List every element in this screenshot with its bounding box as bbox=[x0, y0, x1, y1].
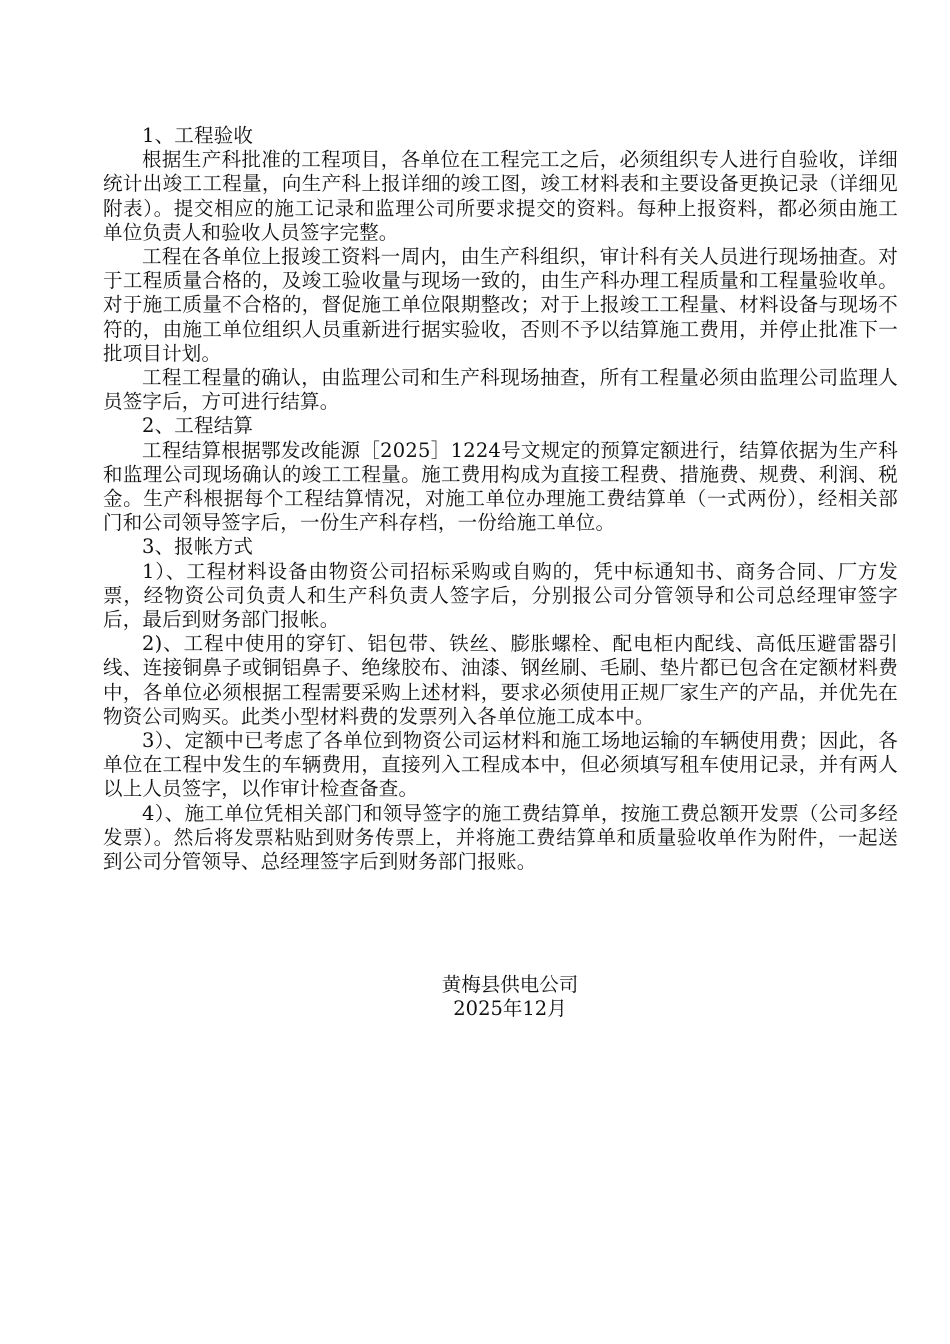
acceptance-paragraph-2: 工程在各单位上报竣工资料一周内，由生产科组织，审计科有关人员进行现场抽查。对于工程质量合格的，及竣工验收量与现场一致的，由生产科办理工程质量和工程量验收单。对于施工质量不合格的，督促施工单位限期整改；对于上报竣工工程量、材料设备与现场不符的，由施工单位组织人员重新进行据实验收，否则不予以结算施工费用，并停止批准下一批项目计划。 bbox=[103, 245, 898, 365]
acceptance-paragraph-1: 根据生产科批准的工程项目，各单位在工程完工之后，必须组织专人进行自验收，详细统计出竣工工程量，向生产科上报详细的竣工图，竣工材料表和主要设备更换记录（详细见附表）。提交相应的施工记录和监理公司所要求提交的资料。每种上报资料，都必须由施工单位负责人和验收人员签字完整。 bbox=[103, 148, 898, 244]
reimbursement-paragraph-1: 1）、工程材料设备由物资公司招标采购或自购的，凭中标通知书、商务合同、厂方发票，经物资公司负责人和生产科负责人签字后，分别报公司分管领导和公司总经理审签字后，最后到财务部门报帐。 bbox=[103, 559, 898, 632]
reimbursement-paragraph-3: 3）、定额中已考虑了各单位到物资公司运材料和施工场地运输的车辆使用费；因此，各单位在工程中发生的车辆费用，直接列入工程成本中，但必须填写租车使用记录，并有两人以上人员签字，以作审计检查备查。 bbox=[103, 729, 898, 801]
signature-block bbox=[0, 973, 950, 1021]
acceptance-paragraph-3: 工程工程量的确认，由监理公司和生产科现场抽查，所有工程量必须由监理公司监理人员签字后，方可进行结算。 bbox=[103, 366, 898, 414]
document-body bbox=[103, 124, 898, 874]
reimbursement-paragraph-2: 2)、工程中使用的穿钉、铝包带、铁丝、膨胀螺栓、配电柜内配线、高低压避雷器引线、连接铜鼻子或铜铝鼻子、绝缘胶布、油漆、钢丝刷、毛刷、垫片都已包含在定额材料费中，各单位必须根据工程需要采购上述材料，要求必须使用正规厂家生产的产品，并优先在物资公司购买。此类小型材料费的发票列入各单位施工成本中。 bbox=[103, 632, 898, 728]
reimbursement-paragraph-4: 4）、施工单位凭相关部门和领导签字的施工费结算单，按施工费总额开发票（公司多经发票）。然后将发票粘贴到财务传票上，并将施工费结算单和质量验收单作为附件，一起送到公司分管领导、总经理签字后到财务部门报账。 bbox=[103, 801, 898, 874]
section-heading-reimbursement: 3、报帐方式 bbox=[142, 535, 254, 559]
signature-company: 黄梅县供电公司 bbox=[441, 973, 579, 996]
signature-date: 2025年12月 bbox=[453, 997, 567, 1020]
settlement-paragraph-1: 工程结算根据鄂发改能源［2025］1224号文规定的预算定额进行，结算依据为生产科和监理公司现场确认的竣工工程量。施工费用构成为直接工程费、措施费、规费、利润、税金。生产科根据每个工程结算情况，对施工单位办理施工费结算单（一式两份），经相关部门和公司领导签字后，一份生产科存档，一份给施工单位。 bbox=[103, 438, 898, 535]
section-heading-acceptance: 1、工程验收 bbox=[142, 124, 254, 147]
section-heading-settlement: 2、工程结算 bbox=[142, 414, 254, 438]
